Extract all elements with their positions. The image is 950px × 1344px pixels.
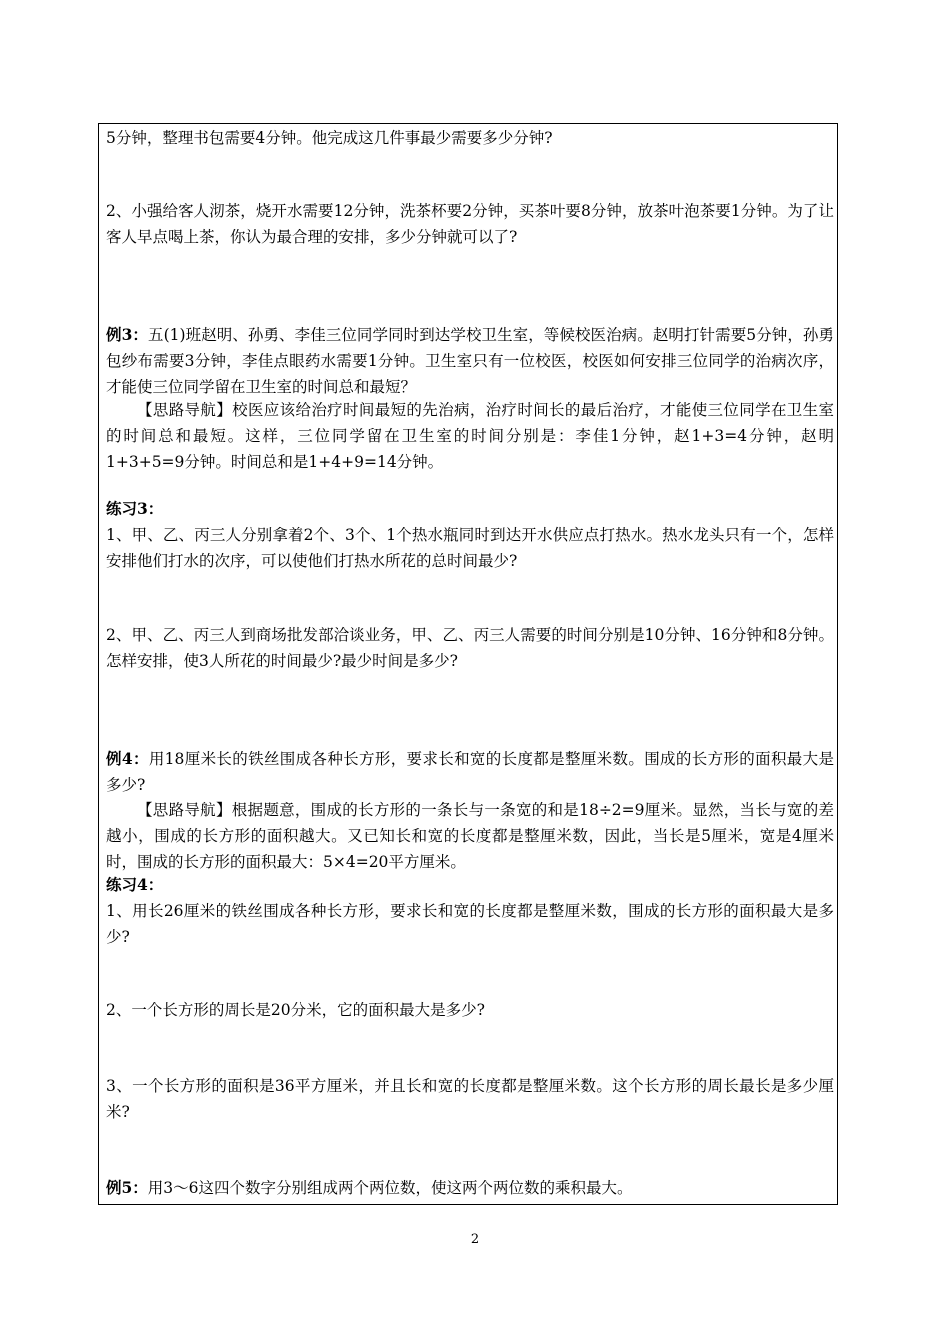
practice-4-q2: 2、一个长方形的周长是20分米，它的面积最大是多少?: [106, 1001, 485, 1019]
page-number: 2: [470, 1232, 480, 1247]
example-4-text: 用18厘米长的铁丝围成各种长方形，要求长和宽的长度都是整厘米数。围成的长方形的面积最大是多少?: [106, 750, 834, 794]
practice-4-q3: 3、一个长方形的面积是36平方厘米，并且长和宽的长度都是整厘米数。这个长方形的周长最长是多少厘米?: [106, 1077, 834, 1121]
example-3-text: 五(1)班赵明、孙勇、李佳三位同学同时到达学校卫生室，等候校医治病。赵明打针需要5分钟，孙勇包纱布需要3分钟，李佳点眼药水需要1分钟。卫生室只有一位校医，校医如何安排三位同学的治病次序，才能使三位同学留在卫生室的时间总和最短？: [106, 326, 834, 396]
example-4-guide: 【思路导航】根据题意，围成的长方形的一条长与一条宽的和是18÷2=9厘米。显然，当长与宽的差越小，围成的长方形的面积越大。又已知长和宽的长度都是整厘米数，因此，当长是5厘米，宽是4厘米时，围成的长方形的面积最大：5×4=20平方厘米。: [106, 801, 834, 871]
example-3: [106, 322, 834, 400]
practice-4-title: 练习4：: [106, 875, 164, 894]
question-2: 2、小强给客人沏茶，烧开水需要12分钟，洗茶杯要2分钟，买茶叶要8分钟，放茶叶泡茶要1分钟。为了让客人早点喝上茶，你认为最合理的安排，多少分钟就可以了?: [106, 202, 834, 246]
practice-3-title: 练习3：: [106, 499, 164, 518]
practice-3-q2: 2、甲、乙、丙三人到商场批发部洽谈业务，甲、乙、丙三人需要的时间分别是10分钟、16分钟和8分钟。怎样安排，使3人所花的时间最少?最少时间是多少?: [106, 626, 834, 670]
example-5: [106, 1175, 834, 1201]
example-3-guide: 【思路导航】校医应该给治疗时间最短的先治病，治疗时间长的最后治疗，才能使三位同学在卫生室的时间总和最短。这样，三位同学留在卫生室的时间分别是：李佳1分钟，赵1+3=4分钟，赵明1+3+5=9分钟。时间总和是1+4+9=14分钟。: [106, 401, 834, 471]
practice-3-q1: 1、甲、乙、丙三人分别拿着2个、3个、1个热水瓶同时到达开水供应点打热水。热水龙头只有一个，怎样安排他们打水的次序，可以使他们打热水所花的总时间最少?: [106, 526, 834, 570]
example-5-text: 用3～6这四个数字分别组成两个两位数，使这两个两位数的乘积最大。: [147, 1179, 633, 1197]
continued-question: 5分钟，整理书包需要4分钟。他完成这几件事最少需要多少分钟?: [106, 129, 553, 147]
example-5-label: 例5：: [106, 1178, 148, 1197]
practice-4-q1: 1、用长26厘米的铁丝围成各种长方形，要求长和宽的长度都是整厘米数，围成的长方形的面积最大是多少?: [106, 902, 834, 946]
example-3-label: 例3：: [106, 325, 149, 344]
example-4: [106, 746, 834, 798]
example-4-label: 例4：: [106, 749, 149, 768]
